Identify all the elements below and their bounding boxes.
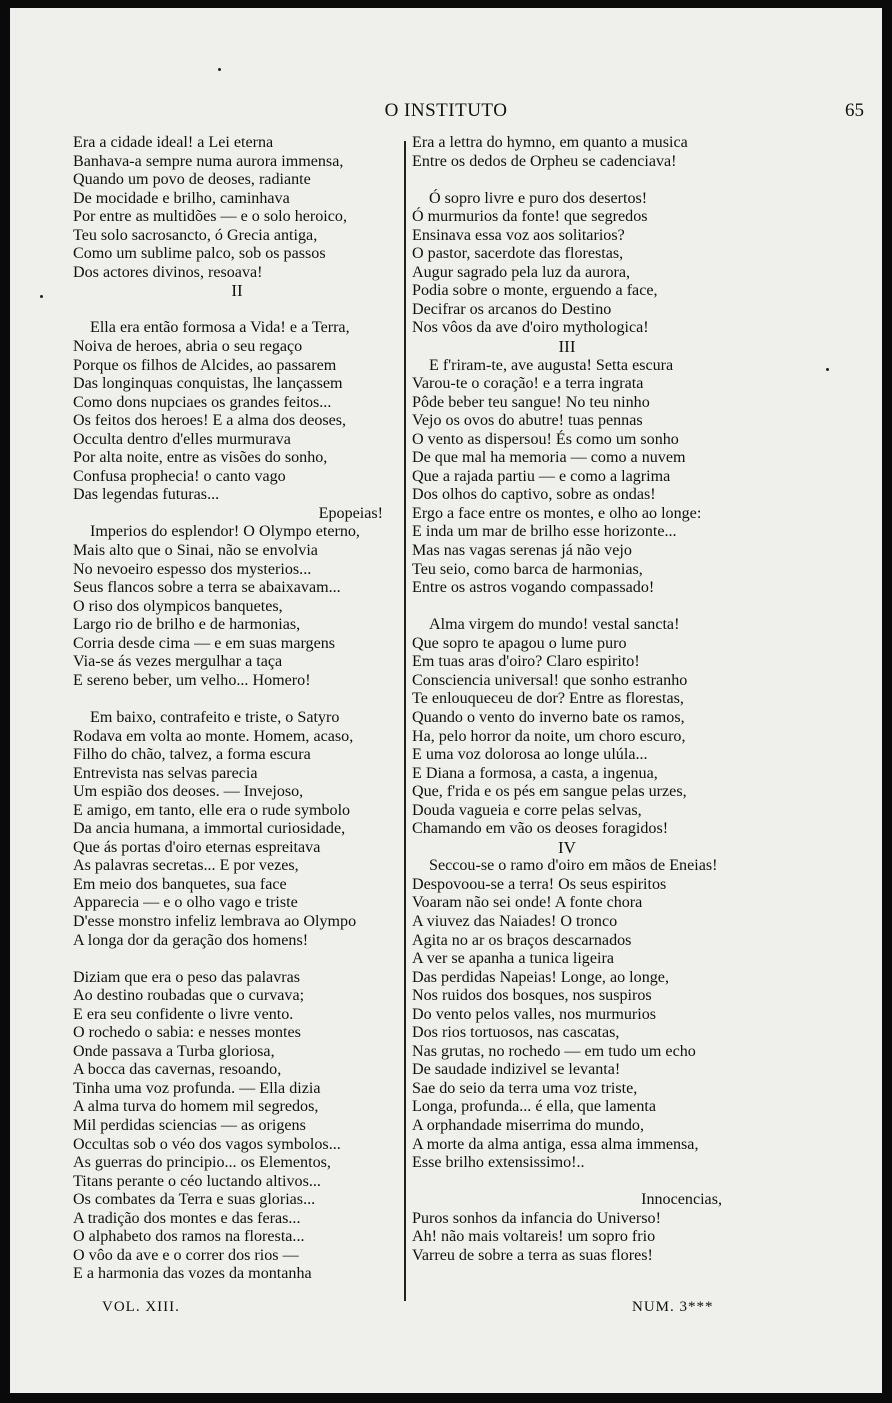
journal-page <box>10 8 882 1393</box>
verse-line: E sereno beber, um velho... Homero! <box>73 671 311 689</box>
section-number: IV <box>558 837 576 857</box>
verse-line: Mas nas vagas serenas já não vejo <box>412 542 632 560</box>
verse-line: Seus flancos sobre a terra se abaixavam... <box>73 579 341 597</box>
verse-line: Entre os dedos de Orpheu se cadenciava! <box>412 152 677 170</box>
verse-line: Das perdidas Napeias! Longe, ao longe, <box>412 968 669 986</box>
verse-line: O riso dos olympicos banquetes, <box>73 597 283 615</box>
verse-line: Banhava-a sempre numa aurora immensa, <box>73 152 344 170</box>
right-column <box>412 134 872 1265</box>
page-number: 65 <box>845 100 864 121</box>
verse-line: Ó sopro livre e puro dos desertos! <box>429 189 648 207</box>
verse-line: Os feitos dos heroes! E a alma dos deoses, <box>73 412 347 430</box>
verse-line: Via-se ás vezes mergulhar a taça <box>73 653 283 671</box>
verse-line: O alphabeto dos ramos na floresta... <box>73 1228 305 1246</box>
verse-line: Em baixo, contrafeito e triste, o Satyro <box>90 708 340 726</box>
verse-line: A alma turva do homem mil segredos, <box>73 1098 319 1116</box>
section-number: III <box>558 337 576 357</box>
verse-line: D'esse monstro infeliz lembrava ao Olympo <box>73 912 357 930</box>
verse-line: Epopeias! <box>318 504 383 522</box>
stanza-gap <box>412 598 872 617</box>
verse-line: Era a cidade ideal! a Lei eterna <box>73 134 274 151</box>
verse-line: Ensinava essa voz aos solitarios? <box>412 226 625 244</box>
verse-line: Mais alto que o Sinai, não se envolvia <box>73 542 318 560</box>
verse-line: E uma voz dolorosa ao longe ulúla... <box>412 746 648 764</box>
volume-label: VOL. XIII. <box>102 1299 180 1315</box>
verse-line: Douda vagueia e corre pelas selvas, <box>412 801 642 819</box>
verse-line: Confusa prophecia! o canto vago <box>73 467 286 485</box>
verse-line: A viuvez das Naiades! O tronco <box>412 912 618 930</box>
verse-line: Agita no ar os braços descarnados <box>412 931 632 949</box>
print-speck <box>40 295 43 298</box>
verse-line: E Diana a formosa, a casta, a ingenua, <box>412 764 658 782</box>
verse-line: Esse brilho extensissimo!.. <box>412 1154 585 1172</box>
verse-line: Quando um povo de deoses, radiante <box>73 171 311 189</box>
number-label: NUM. 3*** <box>632 1299 714 1315</box>
page-header <box>10 100 882 126</box>
verse-line: Chamando em vão os deoses foragidos! <box>412 820 669 838</box>
verse-line: Ergo a face entre os montes, e olho ao longe: <box>412 504 702 522</box>
verse-line: De saudade indizivel se levanta! <box>412 1061 621 1079</box>
verse-line: Te enlouqueceu de dor? Entre as florestas, <box>412 690 684 708</box>
verse-line: Corria desde cima — e em suas margens <box>73 634 336 652</box>
verse-line: Entrevista nas selvas parecia <box>73 764 258 782</box>
verse-line: Varou-te o coração! e a terra ingrata <box>412 375 644 393</box>
verse-line: Teu solo sacrosancto, ó Grecia antiga, <box>73 226 318 244</box>
verse-line: Porque os filhos de Alcides, ao passarem <box>73 356 337 374</box>
verse-line: Era a lettra do hymno, em quanto a musica <box>412 134 688 151</box>
verse-line: Ó murmurios da fonte! que segredos <box>412 208 648 226</box>
verse-line: Ha, pelo horror da noite, um choro escuro, <box>412 727 686 745</box>
stanza-gap <box>73 950 401 969</box>
verse-line: E f'riram-te, ave augusta! Setta escura <box>429 356 674 374</box>
verse-line: Seccou-se o ramo d'oiro em mãos de Eneias! <box>429 857 718 875</box>
verse-line: Dos rios tortuosos, nas cascatas, <box>412 1024 620 1042</box>
verse-line: E inda um mar de brilho esse horizonte... <box>412 523 677 541</box>
left-column <box>73 134 401 1284</box>
verse-line: Innocencias, <box>641 1191 722 1209</box>
verse-line: Despovoou-se a terra! Os seus espiritos <box>412 875 667 893</box>
verse-line: Como dons nupciaes os grandes feitos... <box>73 393 332 411</box>
verse-line: Vejo os ovos do abutre! tuas pennas <box>412 412 643 430</box>
verse-line: O pastor, sacerdote das florestas, <box>412 245 624 263</box>
verse-line: Do vento pelos valles, nos murmurios <box>412 1005 657 1023</box>
verse-line: Em tuas aras d'oiro? Claro espirito! <box>412 653 640 671</box>
print-speck <box>826 368 829 371</box>
verse-line: Que a rajada partiu — e como a lagrima <box>412 467 671 485</box>
verse-line: Dos actores divinos, resoava! <box>73 263 263 281</box>
verse-line: E amigo, em tanto, elle era o rude symbolo <box>73 801 351 819</box>
verse-line: As palavras secretas... E por vezes, <box>73 857 299 875</box>
verse-line: Podia sobre o monte, erguendo a face, <box>412 282 658 300</box>
stanza-gap <box>412 1173 872 1192</box>
verse-line: Ao destino roubadas que o curvava; <box>73 987 305 1005</box>
verse-line: Alma virgem do mundo! vestal sancta! <box>429 616 680 634</box>
verse-line: Que ás portas d'oiro eternas espreitava <box>73 838 321 856</box>
stanza-gap <box>73 301 401 320</box>
verse-line: Entre os astros vogando compassado! <box>412 579 655 597</box>
verse-line: Rodava em volta ao monte. Homem, acaso, <box>73 727 354 745</box>
verse-line: Decifrar os arcanos do Destino <box>412 300 612 318</box>
verse-line: E a harmonia das vozes da montanha <box>73 1265 312 1283</box>
verse-line: De que mal ha memoria — como a nuvem <box>412 449 686 467</box>
verse-line: Por entre as multidões — e o solo heroico, <box>73 208 347 226</box>
verse-line: Dos olhos do captivo, sobre as ondas! <box>412 486 656 504</box>
verse-line: Teu seio, como barca de harmonias, <box>412 560 643 578</box>
verse-line: Pôde beber teu sangue! No teu ninho <box>412 393 650 411</box>
verse-line: A ver se apanha a tunica ligeira <box>412 950 614 968</box>
verse-line: Por alta noite, entre as visões do sonho, <box>73 449 328 467</box>
verse-line: Que, f'rida e os pés em sangue pelas urzes, <box>412 783 687 801</box>
verse-line: Titans perante o céo luctando altivos... <box>73 1172 321 1190</box>
verse-line: Filho do chão, talvez, a forma escura <box>73 746 311 764</box>
verse-line: A tradição dos montes e das feras... <box>73 1209 301 1227</box>
verse-line: Ah! não mais voltareis! um sopro frio <box>412 1228 656 1246</box>
verse-line: Como um sublime palco, sob os passos <box>73 245 326 263</box>
running-title: O INSTITUTO <box>384 100 508 121</box>
verse-line: Occulta dentro d'elles murmurava <box>73 430 291 448</box>
verse-line: No nevoeiro espesso dos mysterios... <box>73 560 312 578</box>
verse-line: Occultas sob o véo dos vagos symbolos... <box>73 1135 341 1153</box>
verse-line: Puros sonhos da infancia do Universo! <box>412 1209 661 1227</box>
verse-line: Longa, profunda... é ella, que lamenta <box>412 1098 656 1116</box>
verse-line: O vento as dispersou! És como um sonho <box>412 430 679 448</box>
verse-line: Consciencia universal! que sonho estranho <box>412 671 688 689</box>
verse-line: Quando o vento do inverno bate os ramos, <box>412 708 685 726</box>
verse-line: Apparecia — e o olho vago e triste <box>73 894 298 912</box>
column-divider <box>404 141 406 1301</box>
verse-line: Onde passava a Turba gloriosa, <box>73 1042 275 1060</box>
verse-line: Mil perdidas sciencias — as origens <box>73 1116 306 1134</box>
print-speck <box>218 68 221 71</box>
verse-line: Nas grutas, no rochedo — em tudo um echo <box>412 1042 696 1060</box>
verse-line: O rochedo o sabia: e nesses montes <box>73 1024 301 1042</box>
verse-line: O vôo da ave e o correr dos rios — <box>73 1246 299 1264</box>
verse-line: Em meio dos banquetes, sua face <box>73 875 287 893</box>
verse-line: Os combates da Terra e suas glorias... <box>73 1191 316 1209</box>
verse-line: Largo rio de brilho e de harmonias, <box>73 616 301 634</box>
verse-line: Noiva de heroes, abria o seu regaço <box>73 338 303 356</box>
verse-line: Varreu de sobre a terra as suas flores! <box>412 1246 653 1264</box>
section-number: II <box>231 281 243 301</box>
verse-line: Ella era então formosa a Vida! e a Terra, <box>90 319 350 337</box>
verse-line: Tinha uma voz profunda. — Ella dizia <box>73 1079 321 1097</box>
verse-line: Que sopro te apagou o lume puro <box>412 634 627 652</box>
verse-line: Das longinquas conquistas, lhe lançassem <box>73 375 343 393</box>
verse-line: As guerras do principio... os Elementos, <box>73 1154 331 1172</box>
verse-line: Das legendas futuras... <box>73 486 220 504</box>
verse-line: Da ancia humana, a immortal curiosidade, <box>73 820 346 838</box>
verse-line: A orphandade miserrima do mundo, <box>412 1116 644 1134</box>
stanza-gap <box>412 171 872 190</box>
stanza-gap <box>73 690 401 709</box>
verse-line: A bocca das cavernas, resoando, <box>73 1061 282 1079</box>
verse-line: A morte da alma antiga, essa alma immensa, <box>412 1135 699 1153</box>
verse-line: Nos ruidos dos bosques, nos suspiros <box>412 987 652 1005</box>
verse-line: Augur sagrado pela luz da aurora, <box>412 263 631 281</box>
verse-line: Voaram não sei onde! A fonte chora <box>412 894 643 912</box>
verse-line: A longa dor da geração dos homens! <box>73 931 309 949</box>
verse-line: Um espião dos deoses. — Invejoso, <box>73 783 304 801</box>
verse-line: De mocidade e brilho, caminhava <box>73 189 290 207</box>
verse-line: Diziam que era o peso das palavras <box>73 968 301 986</box>
verse-line: Nos vôos da ave d'oiro mythologica! <box>412 319 649 337</box>
verse-line: E era seu confidente o livre vento. <box>73 1005 294 1023</box>
verse-line: Imperios do esplendor! O Olympo eterno, <box>90 523 360 541</box>
verse-line: Sae do seio da terra uma voz triste, <box>412 1079 638 1097</box>
